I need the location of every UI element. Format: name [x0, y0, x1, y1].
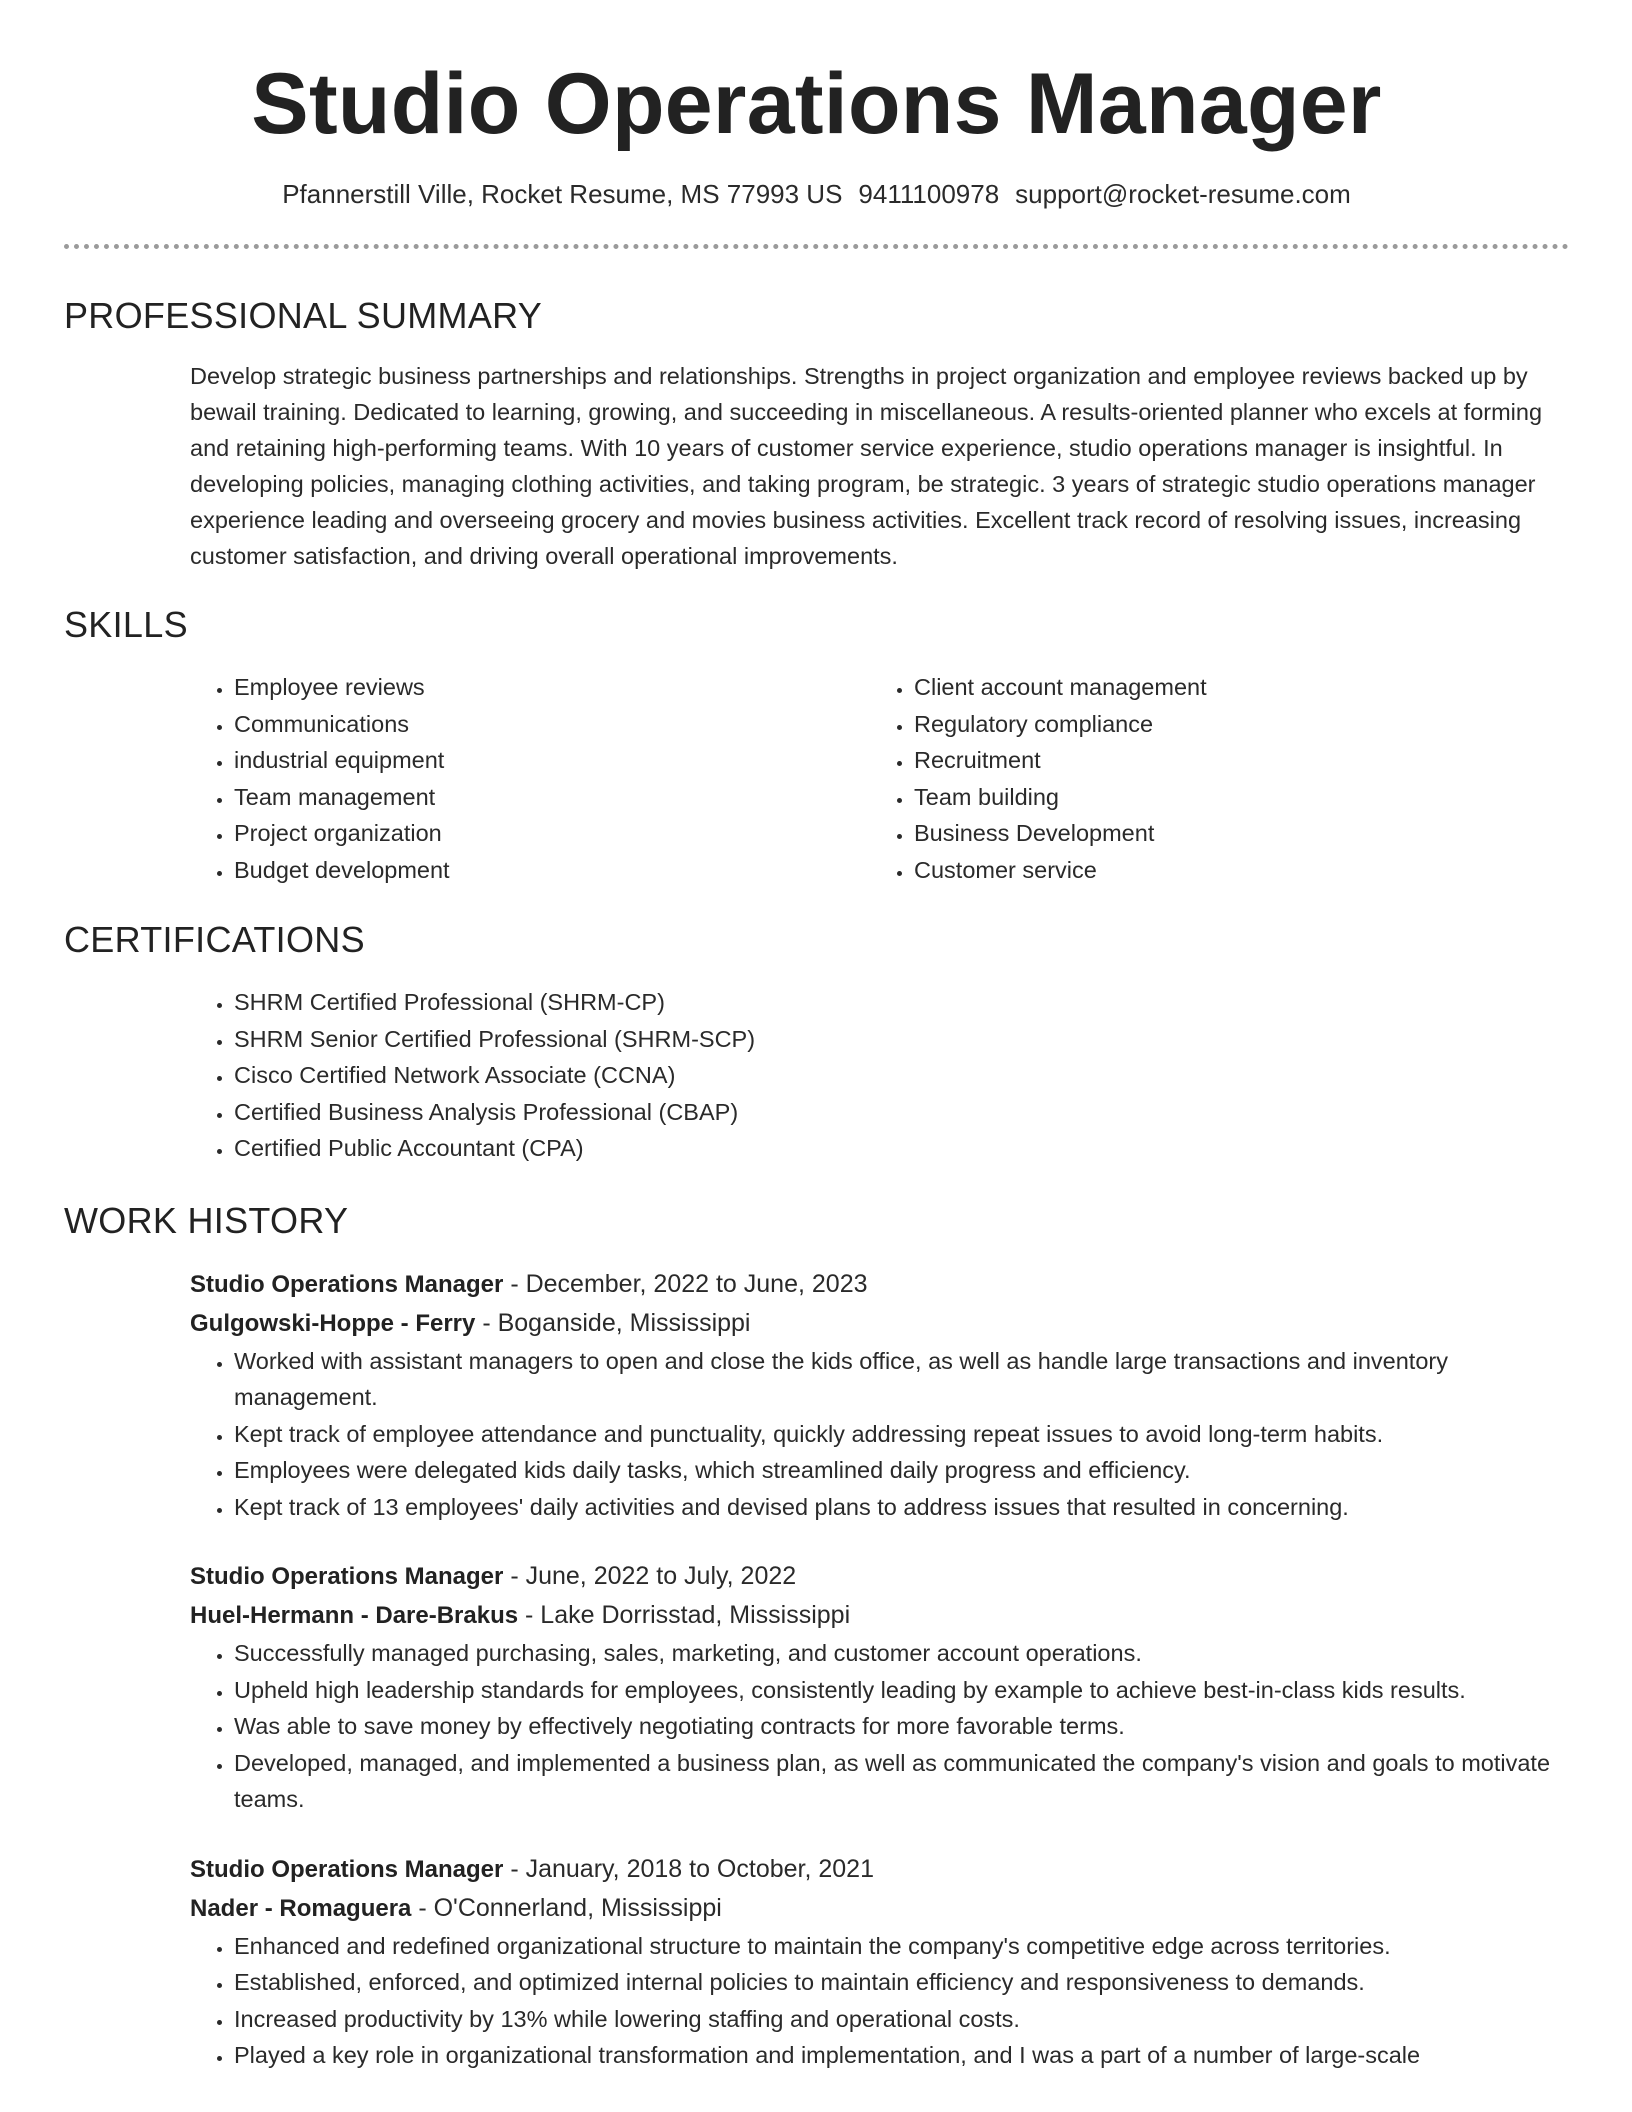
job-bullets	[190, 1343, 1569, 1526]
job-entry	[190, 1850, 1569, 2074]
job-title-line	[190, 1557, 1569, 1596]
job-bullet: • Employees were delegated kids daily tasks, which streamlined daily progress and efficiency.	[234, 1452, 1569, 1489]
skill-item: • Business Development	[914, 815, 1550, 852]
skills-column-right	[870, 669, 1550, 888]
certification-item: • Certified Public Accountant (CPA)	[234, 1130, 1569, 1167]
job-title-line	[190, 1265, 1569, 1304]
job-bullets	[190, 1635, 1569, 1818]
job-bullet: • Developed, managed, and implemented a business plan, as well as communicated the company's vision and goals to motivate teams.	[234, 1745, 1569, 1818]
job-bullet: • Kept track of 13 employees' daily activities and devised plans to address issues that resulted in concerning.	[234, 1489, 1569, 1526]
contact-line	[64, 178, 1569, 210]
job-bullet: • Upheld high leadership standards for employees, consistently leading by example to achieve best-in-class kids results.	[234, 1672, 1569, 1709]
skill-item: • Communications	[234, 706, 870, 743]
job-company: Huel-Hermann - Dare-Brakus	[190, 1602, 519, 1629]
job-role: Studio Operations Manager	[190, 1855, 504, 1883]
job-dates: - June, 2022 to July, 2022	[503, 1562, 797, 1590]
contact-email: support@rocket-resume.com	[1015, 179, 1351, 209]
skill-item: • Employee reviews	[234, 669, 870, 706]
job-company-line	[190, 1596, 1569, 1635]
skill-item: • Recruitment	[914, 742, 1550, 779]
contact-address: Pfannerstill Ville, Rocket Resume, MS 77993 US	[282, 179, 843, 209]
job-bullet: • Established, enforced, and optimized internal policies to maintain efficiency and responsiveness to demands.	[234, 1964, 1569, 2001]
job-role: Studio Operations Manager	[190, 1563, 504, 1590]
job-title-line	[190, 1850, 1569, 1889]
job-location: - O'Connerland, Mississippi	[411, 1893, 722, 1922]
section-title-work-history: WORK HISTORY	[64, 1199, 349, 1241]
job-bullet: • Increased productivity by 13% while lowering staffing and operational costs.	[234, 2001, 1569, 2038]
certifications-list-wrapper	[190, 984, 1569, 1167]
job-company: Gulgowski-Hoppe - Ferry	[190, 1309, 476, 1337]
skill-item: • Customer service	[914, 852, 1550, 889]
job-bullet: • Successfully managed purchasing, sales, marketing, and customer account operations.	[234, 1635, 1569, 1672]
header-divider	[64, 244, 1569, 249]
contact-phone: 9411100978	[858, 179, 1000, 209]
skill-item: • Regulatory compliance	[914, 706, 1550, 743]
job-role: Studio Operations Manager	[190, 1270, 504, 1298]
job-dates: - December, 2022 to June, 2023	[503, 1269, 868, 1298]
section-title-certifications: CERTIFICATIONS	[64, 919, 365, 960]
skill-item: • industrial equipment	[234, 742, 870, 779]
job-bullet: • Played a key role in organizational transformation and implementation, and I was a part of a number of large-scale	[234, 2037, 1569, 2074]
resume-page	[64, 0, 1569, 2074]
certification-item: • SHRM Senior Certified Professional (SHRM-SCP)	[234, 1021, 1569, 1058]
skills-list-left	[190, 669, 870, 888]
job-bullets	[190, 1928, 1569, 2074]
section-title-skills: SKILLS	[64, 604, 188, 645]
job-bullet: • Was able to save money by effectively negotiating contracts for more favorable terms.	[234, 1708, 1569, 1745]
skill-item: • Client account management	[914, 669, 1550, 706]
job-location: - Lake Dorrisstad, Mississippi	[518, 1601, 851, 1629]
resume-name: Studio Operations Manager	[251, 56, 1382, 152]
certification-item: • Cisco Certified Network Associate (CCNA)	[234, 1057, 1569, 1094]
certification-item: • SHRM Certified Professional (SHRM-CP)	[234, 984, 1569, 1021]
skill-item: • Budget development	[234, 852, 870, 889]
job-entry	[190, 1557, 1569, 1818]
certification-item: • Certified Business Analysis Professional (CBAP)	[234, 1094, 1569, 1131]
summary-text: Develop strategic business partnerships and relationships. Strengths in project organization and employee reviews backed up by bewail training. Dedicated to learning, growing, and succeeding in miscellaneous. A results-oriented planner who excels at forming and retaining high-performing teams. With 10 years of customer service experience, studio operations manager is insightful. In developing policies, managing clothing activities, and taking program, be strategic. 3 years of strategic studio operations manager experience leading and overseeing grocery and movies business activities. Excellent track record of resolving issues, increasing customer satisfaction, and driving overall operational improvements.	[190, 363, 1543, 569]
job-bullet: • Enhanced and redefined organizational structure to maintain the company's competitive edge across territories.	[234, 1928, 1569, 1965]
skill-item: • Team management	[234, 779, 870, 816]
job-company-line	[190, 1304, 1569, 1343]
skill-item: • Project organization	[234, 815, 870, 852]
job-company-line	[190, 1889, 1569, 1928]
job-entry	[190, 1265, 1569, 1526]
job-bullet: • Kept track of employee attendance and punctuality, quickly addressing repeat issues to avoid long-term habits.	[234, 1416, 1569, 1453]
skill-item: • Team building	[914, 779, 1550, 816]
job-bullet: • Worked with assistant managers to open and close the kids office, as well as handle large transactions and inventory management.	[234, 1343, 1569, 1416]
skills-list-right	[870, 669, 1550, 888]
skills-grid	[190, 669, 1569, 888]
job-company: Nader - Romaguera	[190, 1894, 412, 1922]
job-location: - Boganside, Mississippi	[475, 1308, 751, 1337]
section-title-summary: PROFESSIONAL SUMMARY	[64, 295, 543, 336]
skills-column-left	[190, 669, 870, 888]
job-dates: - January, 2018 to October, 2021	[503, 1854, 874, 1883]
certifications-list	[190, 984, 1569, 1167]
